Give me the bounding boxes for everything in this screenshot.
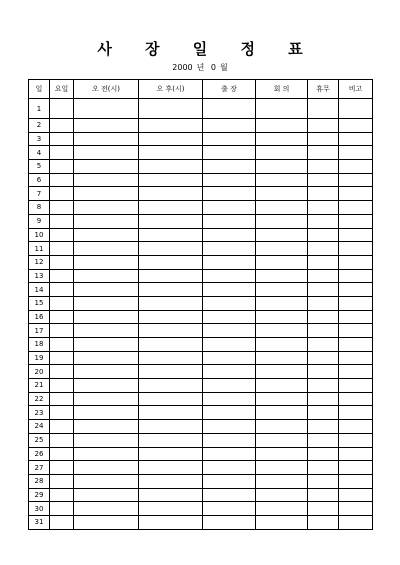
- meeting-cell[interactable]: [256, 502, 308, 516]
- pm-cell[interactable]: [139, 99, 203, 119]
- day-number: 4: [29, 146, 50, 160]
- off-cell[interactable]: [308, 488, 339, 502]
- off-cell[interactable]: [308, 365, 339, 379]
- meeting-cell[interactable]: [256, 310, 308, 324]
- meeting-cell[interactable]: [256, 242, 308, 256]
- am-cell[interactable]: [74, 474, 139, 488]
- pm-cell[interactable]: [139, 474, 203, 488]
- pm-cell[interactable]: [139, 119, 203, 133]
- meeting-cell[interactable]: [256, 99, 308, 119]
- note-cell[interactable]: [339, 146, 373, 160]
- table-row: [29, 502, 373, 516]
- trip-cell[interactable]: [203, 420, 256, 434]
- off-cell[interactable]: [308, 228, 339, 242]
- weekday-cell[interactable]: [50, 132, 74, 146]
- day-number: 14: [29, 283, 50, 297]
- day-number: 28: [29, 474, 50, 488]
- year-unit: 년: [196, 63, 205, 72]
- day-number: 11: [29, 242, 50, 256]
- weekday-cell[interactable]: [50, 99, 74, 119]
- am-cell[interactable]: [74, 173, 139, 187]
- note-cell[interactable]: [339, 201, 373, 215]
- trip-cell[interactable]: [203, 119, 256, 133]
- note-cell[interactable]: [339, 365, 373, 379]
- off-cell[interactable]: [308, 310, 339, 324]
- table-row: [29, 160, 373, 174]
- note-cell[interactable]: [339, 515, 373, 529]
- table-row: [29, 187, 373, 201]
- day-number: 19: [29, 351, 50, 365]
- meeting-cell[interactable]: [256, 379, 308, 393]
- day-number: 25: [29, 433, 50, 447]
- pm-cell[interactable]: [139, 296, 203, 310]
- header-day: 일: [29, 80, 50, 99]
- trip-cell[interactable]: [203, 392, 256, 406]
- meeting-cell[interactable]: [256, 296, 308, 310]
- trip-cell[interactable]: [203, 365, 256, 379]
- trip-cell[interactable]: [203, 433, 256, 447]
- note-cell[interactable]: [339, 310, 373, 324]
- off-cell[interactable]: [308, 324, 339, 338]
- trip-cell[interactable]: [203, 201, 256, 215]
- meeting-cell[interactable]: [256, 338, 308, 352]
- off-cell[interactable]: [308, 351, 339, 365]
- weekday-cell[interactable]: [50, 461, 74, 475]
- pm-cell[interactable]: [139, 515, 203, 529]
- table-row: [29, 99, 373, 119]
- table-row: [29, 338, 373, 352]
- meeting-cell[interactable]: [256, 474, 308, 488]
- day-number: 22: [29, 392, 50, 406]
- weekday-cell[interactable]: [50, 447, 74, 461]
- off-cell[interactable]: [308, 119, 339, 133]
- note-cell[interactable]: [339, 351, 373, 365]
- am-cell[interactable]: [74, 187, 139, 201]
- note-cell[interactable]: [339, 488, 373, 502]
- off-cell[interactable]: [308, 255, 339, 269]
- header-am: 오 전(시): [74, 80, 139, 99]
- trip-cell[interactable]: [203, 324, 256, 338]
- trip-cell[interactable]: [203, 146, 256, 160]
- note-cell[interactable]: [339, 433, 373, 447]
- off-cell[interactable]: [308, 420, 339, 434]
- trip-cell[interactable]: [203, 242, 256, 256]
- am-cell[interactable]: [74, 351, 139, 365]
- am-cell[interactable]: [74, 242, 139, 256]
- note-cell[interactable]: [339, 474, 373, 488]
- weekday-cell[interactable]: [50, 228, 74, 242]
- day-number: 6: [29, 173, 50, 187]
- day-number: 30: [29, 502, 50, 516]
- am-cell[interactable]: [74, 132, 139, 146]
- trip-cell[interactable]: [203, 173, 256, 187]
- weekday-cell[interactable]: [50, 242, 74, 256]
- weekday-cell[interactable]: [50, 433, 74, 447]
- meeting-cell[interactable]: [256, 392, 308, 406]
- note-cell[interactable]: [339, 420, 373, 434]
- table-row: [29, 324, 373, 338]
- am-cell[interactable]: [74, 447, 139, 461]
- pm-cell[interactable]: [139, 502, 203, 516]
- meeting-cell[interactable]: [256, 132, 308, 146]
- header-meeting: 회 의: [256, 80, 308, 99]
- am-cell[interactable]: [74, 160, 139, 174]
- am-cell[interactable]: [74, 296, 139, 310]
- pm-cell[interactable]: [139, 146, 203, 160]
- weekday-cell[interactable]: [50, 365, 74, 379]
- day-number: 23: [29, 406, 50, 420]
- meeting-cell[interactable]: [256, 365, 308, 379]
- weekday-cell[interactable]: [50, 379, 74, 393]
- off-cell[interactable]: [308, 173, 339, 187]
- note-cell[interactable]: [339, 242, 373, 256]
- pm-cell[interactable]: [139, 338, 203, 352]
- day-number: 21: [29, 379, 50, 393]
- am-cell[interactable]: [74, 488, 139, 502]
- day-number: 27: [29, 461, 50, 475]
- trip-cell[interactable]: [203, 132, 256, 146]
- trip-cell[interactable]: [203, 99, 256, 119]
- schedule-table: [28, 79, 373, 530]
- pm-cell[interactable]: [139, 201, 203, 215]
- weekday-cell[interactable]: [50, 283, 74, 297]
- meeting-cell[interactable]: [256, 351, 308, 365]
- day-number: 20: [29, 365, 50, 379]
- am-cell[interactable]: [74, 365, 139, 379]
- weekday-cell[interactable]: [50, 474, 74, 488]
- trip-cell[interactable]: [203, 338, 256, 352]
- table-row: [29, 296, 373, 310]
- day-number: 13: [29, 269, 50, 283]
- day-number: 8: [29, 201, 50, 215]
- note-cell[interactable]: [339, 447, 373, 461]
- pm-cell[interactable]: [139, 242, 203, 256]
- table-row: [29, 269, 373, 283]
- year-month-line: [0, 62, 400, 73]
- day-number: 1: [29, 99, 50, 119]
- trip-cell[interactable]: [203, 461, 256, 475]
- pm-cell[interactable]: [139, 406, 203, 420]
- table-row: [29, 447, 373, 461]
- meeting-cell[interactable]: [256, 119, 308, 133]
- table-row: [29, 146, 373, 160]
- am-cell[interactable]: [74, 379, 139, 393]
- trip-cell[interactable]: [203, 447, 256, 461]
- day-number: 17: [29, 324, 50, 338]
- off-cell[interactable]: [308, 296, 339, 310]
- weekday-cell[interactable]: [50, 296, 74, 310]
- note-cell[interactable]: [339, 255, 373, 269]
- meeting-cell[interactable]: [256, 406, 308, 420]
- day-number: 2: [29, 119, 50, 133]
- note-cell[interactable]: [339, 214, 373, 228]
- day-number: 29: [29, 488, 50, 502]
- pm-cell[interactable]: [139, 392, 203, 406]
- am-cell[interactable]: [74, 99, 139, 119]
- header-pm: 오 후(시): [139, 80, 203, 99]
- day-number: 18: [29, 338, 50, 352]
- weekday-cell[interactable]: [50, 146, 74, 160]
- off-cell[interactable]: [308, 447, 339, 461]
- am-cell[interactable]: [74, 119, 139, 133]
- day-number: 9: [29, 214, 50, 228]
- day-number: 24: [29, 420, 50, 434]
- table-row: [29, 255, 373, 269]
- weekday-cell[interactable]: [50, 488, 74, 502]
- weekday-cell[interactable]: [50, 214, 74, 228]
- note-cell[interactable]: [339, 461, 373, 475]
- weekday-cell[interactable]: [50, 160, 74, 174]
- weekday-cell[interactable]: [50, 173, 74, 187]
- note-cell[interactable]: [339, 132, 373, 146]
- day-number: 3: [29, 132, 50, 146]
- weekday-cell[interactable]: [50, 324, 74, 338]
- note-cell[interactable]: [339, 379, 373, 393]
- trip-cell[interactable]: [203, 187, 256, 201]
- note-cell[interactable]: [339, 283, 373, 297]
- header-trip: 출 장: [203, 80, 256, 99]
- header-row: [29, 80, 373, 99]
- note-cell[interactable]: [339, 173, 373, 187]
- pm-cell[interactable]: [139, 447, 203, 461]
- meeting-cell[interactable]: [256, 255, 308, 269]
- table-row: [29, 420, 373, 434]
- am-cell[interactable]: [74, 338, 139, 352]
- off-cell[interactable]: [308, 99, 339, 119]
- meeting-cell[interactable]: [256, 160, 308, 174]
- note-cell[interactable]: [339, 338, 373, 352]
- note-cell[interactable]: [339, 406, 373, 420]
- table-row: [29, 132, 373, 146]
- note-cell[interactable]: [339, 119, 373, 133]
- off-cell[interactable]: [308, 283, 339, 297]
- pm-cell[interactable]: [139, 255, 203, 269]
- table-row: [29, 201, 373, 215]
- trip-cell[interactable]: [203, 296, 256, 310]
- table-row: [29, 228, 373, 242]
- day-number: 16: [29, 310, 50, 324]
- note-cell[interactable]: [339, 269, 373, 283]
- am-cell[interactable]: [74, 310, 139, 324]
- off-cell[interactable]: [308, 214, 339, 228]
- page-title: 사 장 일 정 표: [97, 40, 317, 58]
- table-row: [29, 365, 373, 379]
- table-row: [29, 406, 373, 420]
- meeting-cell[interactable]: [256, 420, 308, 434]
- header-off: 휴무: [308, 80, 339, 99]
- note-cell[interactable]: [339, 296, 373, 310]
- weekday-cell[interactable]: [50, 269, 74, 283]
- day-number: 31: [29, 515, 50, 529]
- pm-cell[interactable]: [139, 324, 203, 338]
- am-cell[interactable]: [74, 433, 139, 447]
- weekday-cell[interactable]: [50, 406, 74, 420]
- trip-cell[interactable]: [203, 351, 256, 365]
- meeting-cell[interactable]: [256, 461, 308, 475]
- note-cell[interactable]: [339, 324, 373, 338]
- trip-cell[interactable]: [203, 269, 256, 283]
- pm-cell[interactable]: [139, 173, 203, 187]
- table-row: [29, 214, 373, 228]
- off-cell[interactable]: [308, 406, 339, 420]
- am-cell[interactable]: [74, 214, 139, 228]
- off-cell[interactable]: [308, 502, 339, 516]
- off-cell[interactable]: [308, 146, 339, 160]
- off-cell[interactable]: [308, 433, 339, 447]
- note-cell[interactable]: [339, 228, 373, 242]
- am-cell[interactable]: [74, 324, 139, 338]
- table-row: [29, 488, 373, 502]
- trip-cell[interactable]: [203, 310, 256, 324]
- pm-cell[interactable]: [139, 283, 203, 297]
- meeting-cell[interactable]: [256, 488, 308, 502]
- pm-cell[interactable]: [139, 379, 203, 393]
- day-number: 5: [29, 160, 50, 174]
- meeting-cell[interactable]: [256, 269, 308, 283]
- am-cell[interactable]: [74, 461, 139, 475]
- off-cell[interactable]: [308, 132, 339, 146]
- header-note: 비고: [339, 80, 373, 99]
- off-cell[interactable]: [308, 201, 339, 215]
- weekday-cell[interactable]: [50, 187, 74, 201]
- trip-cell[interactable]: [203, 255, 256, 269]
- trip-cell[interactable]: [203, 283, 256, 297]
- pm-cell[interactable]: [139, 488, 203, 502]
- month-unit: 월: [220, 63, 228, 72]
- table-row: [29, 173, 373, 187]
- day-number: 7: [29, 187, 50, 201]
- off-cell[interactable]: [308, 379, 339, 393]
- table-row: [29, 392, 373, 406]
- meeting-cell[interactable]: [256, 515, 308, 529]
- meeting-cell[interactable]: [256, 228, 308, 242]
- am-cell[interactable]: [74, 406, 139, 420]
- weekday-cell[interactable]: [50, 351, 74, 365]
- day-number: 12: [29, 255, 50, 269]
- pm-cell[interactable]: [139, 228, 203, 242]
- am-cell[interactable]: [74, 283, 139, 297]
- meeting-cell[interactable]: [256, 201, 308, 215]
- table-row: [29, 310, 373, 324]
- table-row: [29, 515, 373, 529]
- year-value: 2000: [172, 63, 193, 72]
- trip-cell[interactable]: [203, 228, 256, 242]
- meeting-cell[interactable]: [256, 214, 308, 228]
- am-cell[interactable]: [74, 515, 139, 529]
- meeting-cell[interactable]: [256, 187, 308, 201]
- table-row: [29, 379, 373, 393]
- off-cell[interactable]: [308, 269, 339, 283]
- table-row: [29, 283, 373, 297]
- am-cell[interactable]: [74, 228, 139, 242]
- weekday-cell[interactable]: [50, 338, 74, 352]
- off-cell[interactable]: [308, 160, 339, 174]
- header-weekday: 요일: [50, 80, 74, 99]
- weekday-cell[interactable]: [50, 420, 74, 434]
- off-cell[interactable]: [308, 461, 339, 475]
- pm-cell[interactable]: [139, 269, 203, 283]
- pm-cell[interactable]: [139, 433, 203, 447]
- meeting-cell[interactable]: [256, 433, 308, 447]
- note-cell[interactable]: [339, 502, 373, 516]
- pm-cell[interactable]: [139, 132, 203, 146]
- pm-cell[interactable]: [139, 187, 203, 201]
- table-row: [29, 351, 373, 365]
- note-cell[interactable]: [339, 392, 373, 406]
- trip-cell[interactable]: [203, 474, 256, 488]
- day-number: 15: [29, 296, 50, 310]
- pm-cell[interactable]: [139, 351, 203, 365]
- table-row: [29, 474, 373, 488]
- weekday-cell[interactable]: [50, 515, 74, 529]
- am-cell[interactable]: [74, 255, 139, 269]
- month-value: 0: [210, 63, 216, 72]
- pm-cell[interactable]: [139, 461, 203, 475]
- pm-cell[interactable]: [139, 420, 203, 434]
- off-cell[interactable]: [308, 515, 339, 529]
- meeting-cell[interactable]: [256, 146, 308, 160]
- trip-cell[interactable]: [203, 502, 256, 516]
- pm-cell[interactable]: [139, 365, 203, 379]
- off-cell[interactable]: [308, 187, 339, 201]
- day-number: 26: [29, 447, 50, 461]
- meeting-cell[interactable]: [256, 283, 308, 297]
- weekday-cell[interactable]: [50, 392, 74, 406]
- pm-cell[interactable]: [139, 160, 203, 174]
- am-cell[interactable]: [74, 420, 139, 434]
- trip-cell[interactable]: [203, 379, 256, 393]
- pm-cell[interactable]: [139, 310, 203, 324]
- meeting-cell[interactable]: [256, 173, 308, 187]
- table-row: [29, 461, 373, 475]
- am-cell[interactable]: [74, 392, 139, 406]
- off-cell[interactable]: [308, 474, 339, 488]
- meeting-cell[interactable]: [256, 447, 308, 461]
- note-cell[interactable]: [339, 160, 373, 174]
- trip-cell[interactable]: [203, 515, 256, 529]
- weekday-cell[interactable]: [50, 255, 74, 269]
- day-number: 10: [29, 228, 50, 242]
- meeting-cell[interactable]: [256, 324, 308, 338]
- table-row: [29, 242, 373, 256]
- note-cell[interactable]: [339, 99, 373, 119]
- pm-cell[interactable]: [139, 214, 203, 228]
- weekday-cell[interactable]: [50, 201, 74, 215]
- off-cell[interactable]: [308, 392, 339, 406]
- am-cell[interactable]: [74, 269, 139, 283]
- trip-cell[interactable]: [203, 406, 256, 420]
- off-cell[interactable]: [308, 338, 339, 352]
- am-cell[interactable]: [74, 146, 139, 160]
- am-cell[interactable]: [74, 502, 139, 516]
- weekday-cell[interactable]: [50, 310, 74, 324]
- off-cell[interactable]: [308, 242, 339, 256]
- note-cell[interactable]: [339, 187, 373, 201]
- trip-cell[interactable]: [203, 214, 256, 228]
- table-row: [29, 119, 373, 133]
- trip-cell[interactable]: [203, 160, 256, 174]
- am-cell[interactable]: [74, 201, 139, 215]
- weekday-cell[interactable]: [50, 502, 74, 516]
- trip-cell[interactable]: [203, 488, 256, 502]
- weekday-cell[interactable]: [50, 119, 74, 133]
- table-row: [29, 433, 373, 447]
